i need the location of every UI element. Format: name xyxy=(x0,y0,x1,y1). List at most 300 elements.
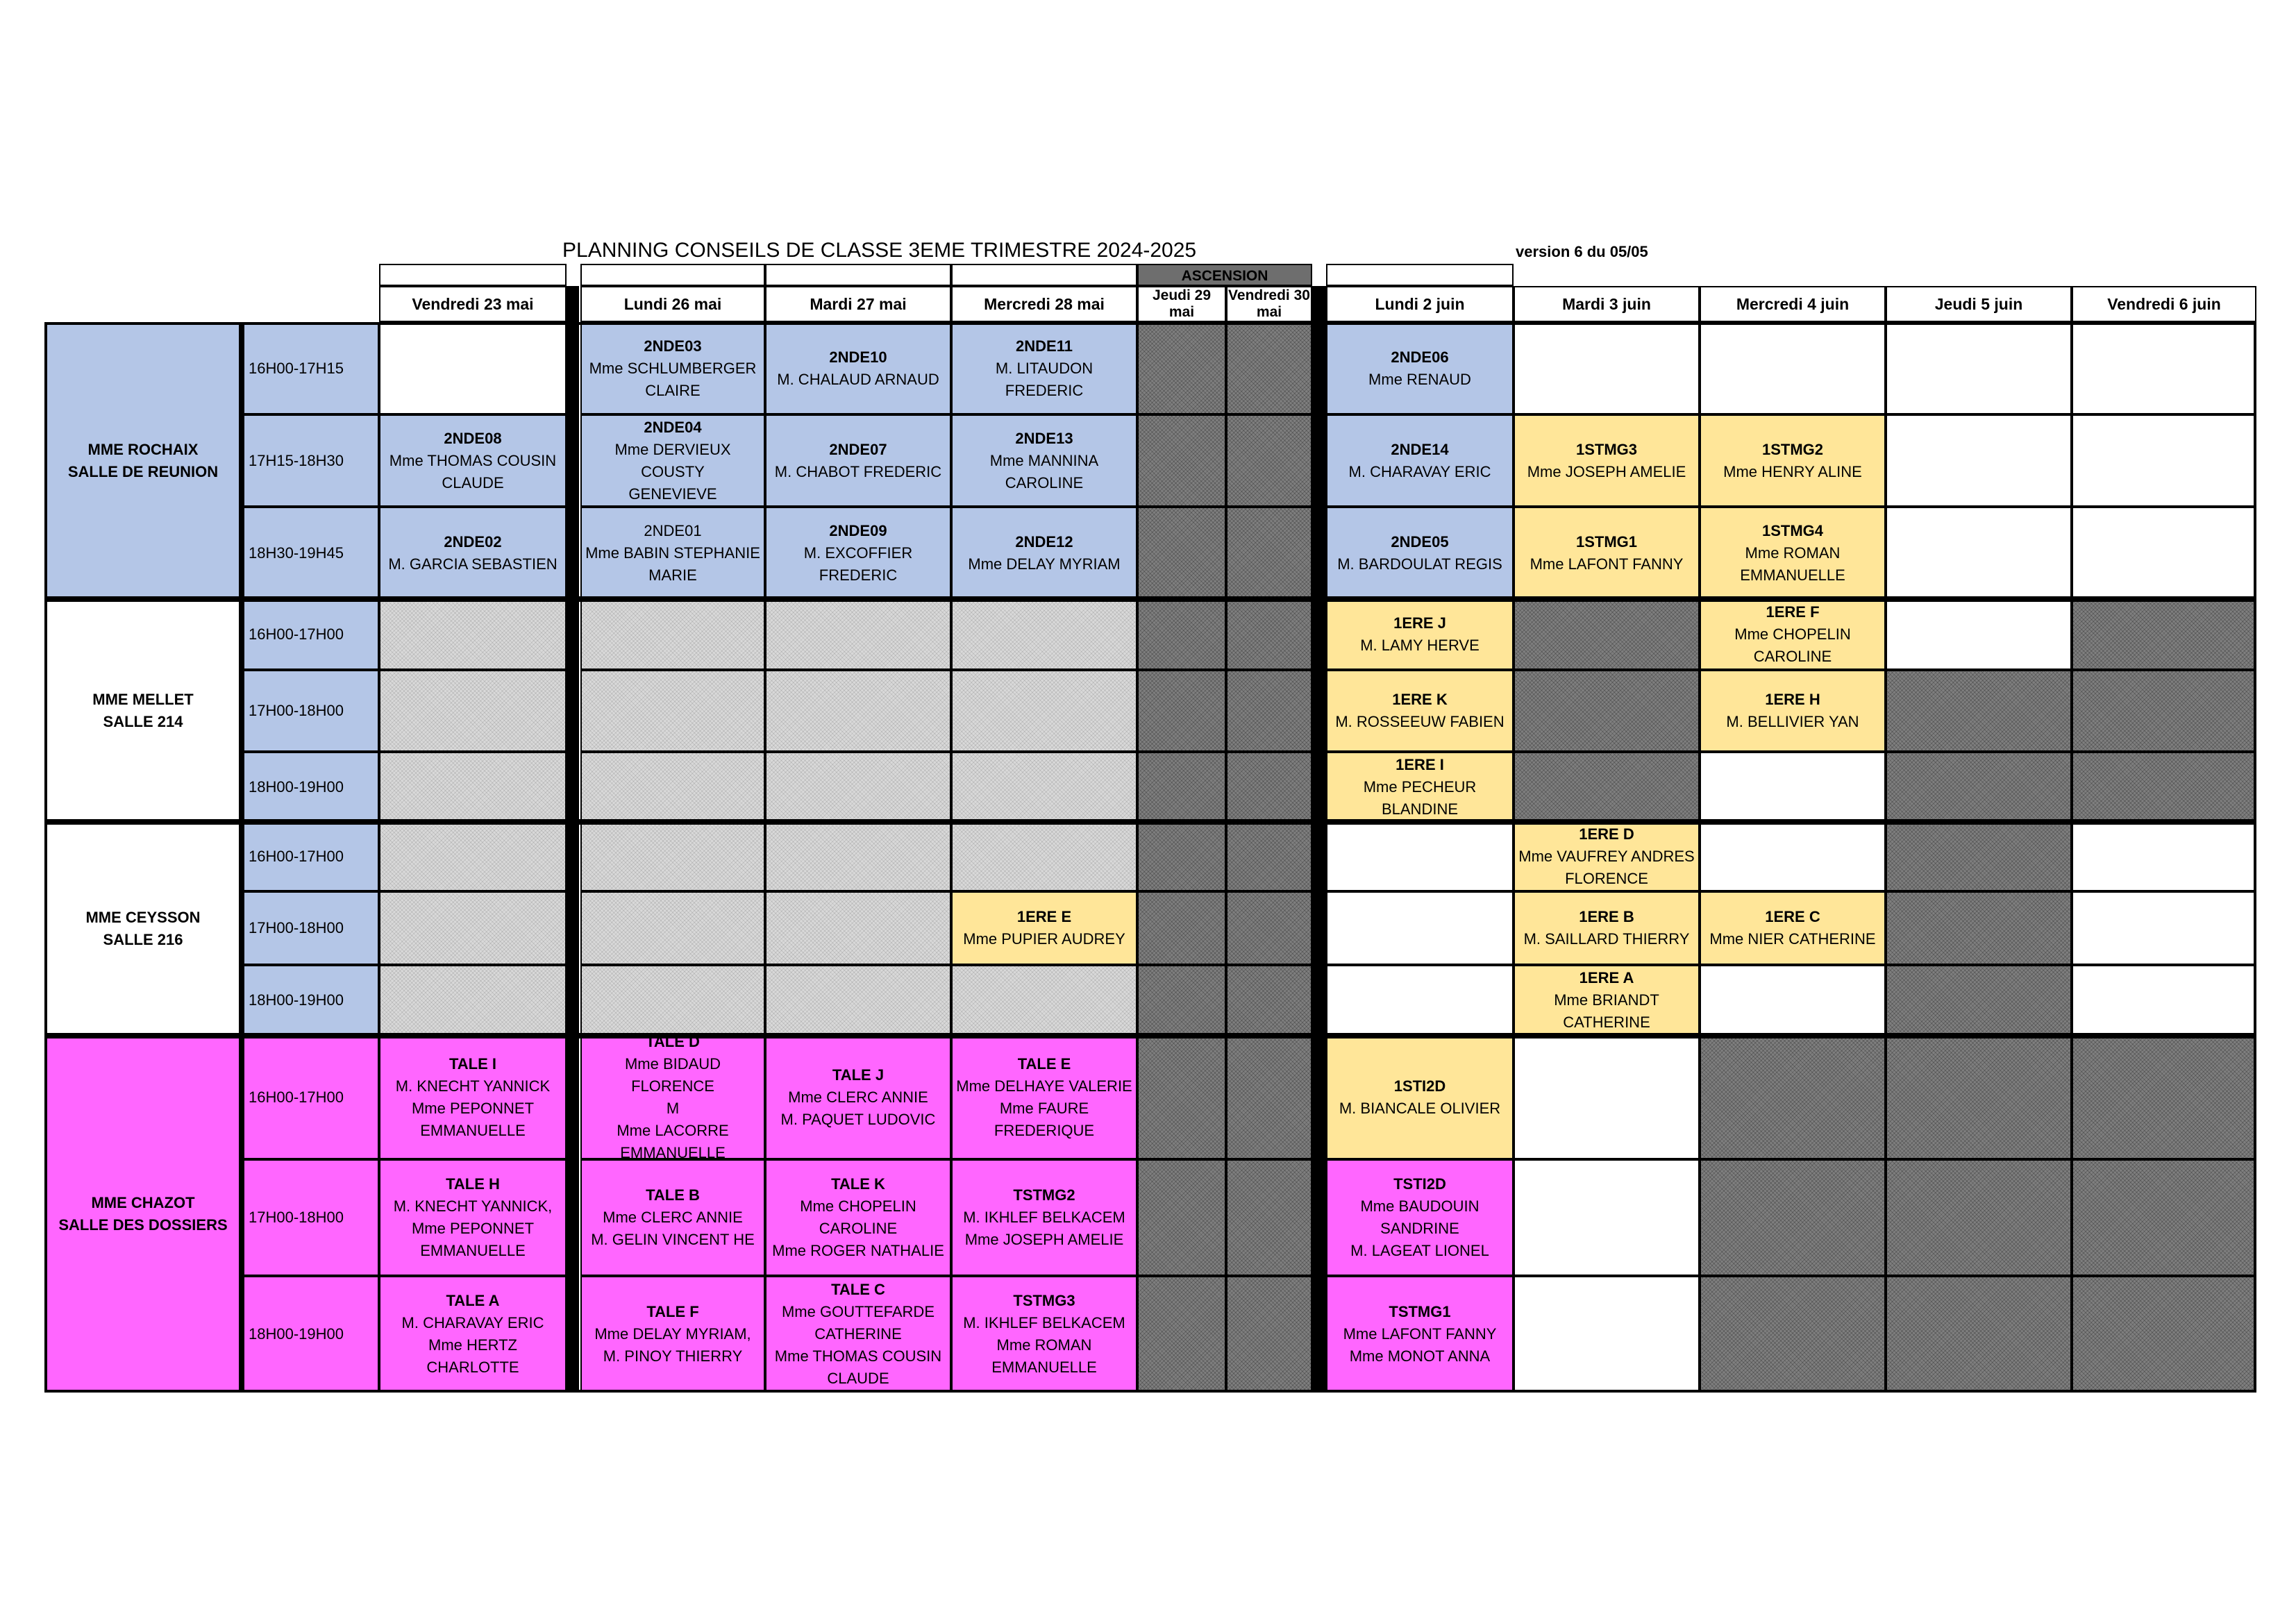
class-name: 2NDE03 xyxy=(644,337,702,355)
class-name: TALE H xyxy=(446,1175,500,1193)
teacher-name: M. SAILLARD THIERRY xyxy=(1523,930,1690,948)
class-name: 2NDE07 xyxy=(829,440,887,458)
class-council-cell xyxy=(1514,965,1700,1036)
teacher-name: CLAUDE xyxy=(827,1370,889,1387)
class-name: 2NDE10 xyxy=(829,348,887,366)
day-label: Mercredi 4 juin xyxy=(1736,295,1850,313)
class-council-cell xyxy=(1514,507,1700,599)
teacher-name: M. BELLIVIER YAN xyxy=(1726,713,1859,730)
unavailable-cell xyxy=(951,965,1137,1036)
time-slot-label: 17H00-18H00 xyxy=(249,919,344,936)
class-council-cell xyxy=(580,414,765,507)
day-label: Jeudi 29 mai xyxy=(1152,287,1212,320)
unavailable-cell xyxy=(1137,822,1226,891)
teacher-name: M. CHARAVAY ERIC xyxy=(401,1314,544,1331)
teacher-name: Mme VAUFREY ANDRES xyxy=(1518,848,1695,865)
day-header xyxy=(1886,286,2072,322)
class-name: 1STMG3 xyxy=(1575,440,1638,458)
teacher-name: Mme CHOPELIN xyxy=(800,1197,916,1215)
class-council-cell xyxy=(765,1159,951,1276)
day-label: Vendredi 6 juin xyxy=(2107,295,2221,313)
teacher-name: FLORENCE xyxy=(1565,870,1648,887)
room-label xyxy=(44,322,242,599)
unavailable-cell xyxy=(1514,752,1700,822)
teacher-name: Mme THOMAS COUSIN xyxy=(389,451,557,469)
teacher-name: Mme FAURE xyxy=(999,1100,1089,1117)
teacher-name: CLAIRE xyxy=(645,381,701,399)
unavailable-cell xyxy=(580,670,765,752)
ascension-label: ASCENSION xyxy=(1181,268,1268,284)
class-council-cell xyxy=(1700,507,1886,599)
teacher-name: Mme PUPIER AUDREY xyxy=(963,930,1125,948)
teacher-name: M. PAQUET LUDOVIC xyxy=(780,1111,936,1128)
class-council-cell xyxy=(379,414,567,507)
header-blank-box xyxy=(379,264,567,286)
class-council-cell xyxy=(580,322,765,414)
teacher-name: M. PINOY THIERRY xyxy=(603,1347,743,1365)
class-name: 2NDE13 xyxy=(1015,429,1073,447)
time-slot xyxy=(242,965,379,1036)
empty-cell xyxy=(2072,414,2256,507)
teacher-name: CLAUDE xyxy=(442,473,504,491)
unavailable-cell xyxy=(1137,965,1226,1036)
unavailable-cell xyxy=(379,752,567,822)
teacher-name: M. KNECHT YANNICK, xyxy=(393,1197,553,1215)
unavailable-cell xyxy=(1700,1036,1886,1159)
empty-cell xyxy=(1700,822,1886,891)
class-name: 1ERE H xyxy=(1765,691,1820,708)
teacher-name: M. GELIN VINCENT HE xyxy=(591,1231,755,1248)
teacher-name: FREDERIQUE xyxy=(994,1122,1095,1139)
empty-cell xyxy=(1700,322,1886,414)
day-header xyxy=(1137,286,1226,322)
unavailable-cell xyxy=(379,822,567,891)
unavailable-cell xyxy=(1886,1276,2072,1393)
unavailable-cell xyxy=(580,965,765,1036)
teacher-name: BLANDINE xyxy=(1381,800,1459,818)
time-slot xyxy=(242,507,379,599)
day-header xyxy=(1700,286,1886,322)
unavailable-cell xyxy=(1226,322,1312,414)
unavailable-cell xyxy=(1886,670,2072,752)
room-line: SALLE 214 xyxy=(103,712,183,730)
empty-cell xyxy=(2072,322,2256,414)
day-header xyxy=(1226,286,1312,322)
teacher-name: Mme BAUDOUIN xyxy=(1360,1197,1480,1215)
header-blank-box xyxy=(580,264,765,286)
class-name: 1ERE B xyxy=(1579,908,1634,925)
unavailable-cell xyxy=(1137,507,1226,599)
teacher-name: M. BIANCALE OLIVIER xyxy=(1339,1100,1501,1117)
teacher-name: M. LAGEAT LIONEL xyxy=(1350,1242,1489,1259)
time-slot-label: 17H15-18H30 xyxy=(249,451,344,469)
time-slot-label: 18H00-19H00 xyxy=(249,777,344,796)
unavailable-cell xyxy=(1700,1276,1886,1393)
unavailable-cell xyxy=(1137,1036,1226,1159)
ascension-banner xyxy=(1137,264,1312,286)
class-council-cell xyxy=(379,507,567,599)
unavailable-cell xyxy=(1886,752,2072,822)
time-slot-label: 18H00-19H00 xyxy=(249,1325,344,1343)
class-council-cell xyxy=(765,414,951,507)
room-line: MME MELLET xyxy=(92,690,194,708)
class-name: TSTMG2 xyxy=(1013,1186,1075,1204)
class-name: 1ERE F xyxy=(1766,603,1820,621)
class-name: 1STMG4 xyxy=(1761,521,1824,539)
class-name: 1STMG2 xyxy=(1761,440,1824,458)
time-slot xyxy=(242,599,379,670)
week-separator xyxy=(1312,286,1326,1393)
class-name: TSTMG3 xyxy=(1013,1292,1075,1309)
unavailable-cell xyxy=(580,891,765,965)
class-name: TALE D xyxy=(646,1036,700,1050)
unavailable-cell xyxy=(1137,414,1226,507)
page-title: PLANNING CONSEILS DE CLASSE 3EME TRIMESTRE 2024-2025 xyxy=(562,239,1197,262)
unavailable-cell xyxy=(2072,1159,2256,1276)
class-council-cell xyxy=(580,1276,765,1393)
time-slot xyxy=(242,752,379,822)
teacher-name: Mme RENAUD xyxy=(1368,370,1471,388)
class-council-cell xyxy=(1326,507,1514,599)
teacher-name: Mme CHOPELIN xyxy=(1734,625,1851,643)
teacher-name: Mme CLERC ANNIE xyxy=(788,1088,928,1106)
teacher-name: Mme NIER CATHERINE xyxy=(1709,930,1876,948)
unavailable-cell xyxy=(1137,1276,1226,1393)
class-council-cell xyxy=(1514,891,1700,965)
room-line: SALLE DE REUNION xyxy=(67,462,219,480)
unavailable-cell xyxy=(580,822,765,891)
empty-cell xyxy=(2072,965,2256,1036)
teacher-name: M. CHARAVAY ERIC xyxy=(1348,462,1491,480)
teacher-name: M. IKHLEF BELKACEM xyxy=(963,1209,1125,1226)
time-slot-label: 18H00-19H00 xyxy=(249,991,344,1009)
teacher-name: Mme MONOT ANNA xyxy=(1349,1347,1491,1365)
unavailable-cell xyxy=(1514,599,1700,670)
class-name: 1ERE K xyxy=(1392,691,1448,708)
unavailable-cell xyxy=(580,599,765,670)
empty-cell xyxy=(1886,599,2072,670)
class-name: 2NDE12 xyxy=(1015,532,1073,550)
class-council-cell xyxy=(580,507,765,599)
empty-cell xyxy=(1700,752,1886,822)
teacher-name: M. LAMY HERVE xyxy=(1360,637,1480,654)
teacher-name: M. EXCOFFIER FREDERIC xyxy=(803,544,913,584)
day-header xyxy=(379,286,567,322)
unavailable-cell xyxy=(1137,599,1226,670)
teacher-name: Mme LACORRE xyxy=(617,1122,729,1139)
unavailable-cell xyxy=(1226,507,1312,599)
teacher-name: Mme BABIN STEPHANIE xyxy=(585,544,760,562)
teacher-name: Mme PEPONNET xyxy=(411,1220,535,1237)
class-council-cell xyxy=(580,1159,765,1276)
teacher-name: EMMANUELLE xyxy=(991,1359,1097,1376)
unavailable-cell xyxy=(379,670,567,752)
teacher-name: M. BARDOULAT REGIS xyxy=(1337,555,1502,573)
empty-cell xyxy=(2072,822,2256,891)
day-header xyxy=(951,286,1137,322)
teacher-name: M. IKHLEF BELKACEM xyxy=(963,1314,1125,1331)
day-header xyxy=(1514,286,1700,322)
empty-cell xyxy=(1326,891,1514,965)
unavailable-cell xyxy=(1886,822,2072,891)
empty-cell xyxy=(1700,965,1886,1036)
class-council-cell xyxy=(1326,1276,1514,1393)
unavailable-cell xyxy=(1226,670,1312,752)
day-header xyxy=(580,286,765,322)
class-name: 2NDE09 xyxy=(829,521,887,539)
teacher-name: Mme BRIANDT xyxy=(1554,991,1659,1009)
time-slot-label: 16H00-17H00 xyxy=(249,1088,344,1106)
class-name: 1ERE A xyxy=(1579,969,1634,986)
class-name: TALE E xyxy=(1017,1055,1071,1073)
unavailable-cell xyxy=(379,891,567,965)
teacher-name: EMMANUELLE xyxy=(420,1122,526,1139)
class-council-cell xyxy=(1326,1036,1514,1159)
teacher-name: Mme DELAY MYRIAM, xyxy=(594,1325,751,1343)
time-slot-label: 17H00-18H00 xyxy=(249,702,344,719)
unavailable-cell xyxy=(1137,752,1226,822)
class-name: 1ERE J xyxy=(1393,614,1446,632)
unavailable-cell xyxy=(1137,322,1226,414)
empty-cell xyxy=(1326,965,1514,1036)
class-name: TALE J xyxy=(832,1066,885,1084)
time-slot xyxy=(242,1276,379,1393)
class-name: 1ERE C xyxy=(1765,908,1820,925)
teacher-name: M. GARCIA SEBASTIEN xyxy=(388,555,558,573)
unavailable-cell xyxy=(951,670,1137,752)
room-line: MME ROCHAIX xyxy=(87,440,199,458)
week-separator xyxy=(565,286,579,1393)
class-council-cell xyxy=(765,1276,951,1393)
unavailable-cell xyxy=(379,599,567,670)
class-name: 2NDE04 xyxy=(644,418,702,436)
class-council-cell xyxy=(1326,414,1514,507)
class-name: 1ERE I xyxy=(1396,755,1444,773)
unavailable-cell xyxy=(1226,752,1312,822)
class-name: TALE C xyxy=(831,1281,885,1298)
empty-cell xyxy=(1886,414,2072,507)
unavailable-cell xyxy=(951,752,1137,822)
unavailable-cell xyxy=(765,670,951,752)
unavailable-cell xyxy=(765,891,951,965)
class-council-cell xyxy=(1700,414,1886,507)
class-name: 2NDE08 xyxy=(444,429,502,447)
teacher-name: Mme GOUTTEFARDE xyxy=(781,1303,935,1320)
empty-cell xyxy=(1886,507,2072,599)
class-council-cell xyxy=(951,507,1137,599)
unavailable-cell xyxy=(2072,670,2256,752)
class-name: TALE B xyxy=(646,1186,700,1204)
teacher-name: M. CHABOT FREDERIC xyxy=(774,462,942,480)
teacher-name: Mme PEPONNET xyxy=(411,1100,535,1117)
day-header xyxy=(765,286,951,322)
class-council-cell xyxy=(1326,752,1514,822)
class-council-cell xyxy=(765,1036,951,1159)
version-label: version 6 du 05/05 xyxy=(1516,243,1648,260)
teacher-name: SANDRINE xyxy=(1380,1220,1459,1237)
unavailable-cell xyxy=(765,965,951,1036)
teacher-name: Mme HENRY ALINE xyxy=(1723,462,1862,480)
day-label: Lundi 26 mai xyxy=(623,295,722,313)
unavailable-cell xyxy=(379,965,567,1036)
teacher-name: Mme ROGER NATHALIE xyxy=(772,1242,944,1259)
time-slot-label: 18H30-19H45 xyxy=(249,544,344,562)
room-line: MME CHAZOT xyxy=(91,1194,195,1211)
day-header xyxy=(1326,286,1514,322)
class-council-cell xyxy=(951,1276,1137,1393)
teacher-name: Mme HERTZ CHARLOTTE xyxy=(426,1336,519,1376)
class-name: TALE A xyxy=(446,1292,500,1309)
teacher-name: M. LITAUDON FREDERIC xyxy=(995,359,1093,399)
class-name: 1ERE E xyxy=(1016,908,1072,925)
class-name: 2NDE11 xyxy=(1016,337,1073,355)
class-council-cell xyxy=(1700,891,1886,965)
teacher-name: Mme PECHEUR xyxy=(1363,777,1477,796)
class-name: TALE F xyxy=(646,1303,699,1320)
class-council-cell xyxy=(1700,670,1886,752)
teacher-name: Mme BIDAUD FLORENCE xyxy=(624,1055,721,1095)
empty-cell xyxy=(1514,1036,1700,1159)
unavailable-cell xyxy=(2072,752,2256,822)
room-line: SALLE DES DOSSIERS xyxy=(58,1216,228,1234)
day-label: Vendredi 30 mai xyxy=(1228,287,1310,320)
teacher-name: MARIE xyxy=(648,566,697,584)
unavailable-cell xyxy=(1514,670,1700,752)
class-council-cell xyxy=(580,1036,765,1159)
time-slot xyxy=(242,891,379,965)
empty-cell xyxy=(1514,322,1700,414)
teacher-name: CATHERINE xyxy=(1563,1014,1650,1031)
empty-cell xyxy=(379,322,567,414)
teacher-name: Mme DERVIEUX COUSTY xyxy=(614,440,731,480)
class-council-cell xyxy=(379,1036,567,1159)
empty-cell xyxy=(1514,1276,1700,1393)
unavailable-cell xyxy=(2072,599,2256,670)
class-council-cell xyxy=(951,891,1137,965)
unavailable-cell xyxy=(2072,1036,2256,1159)
unavailable-cell xyxy=(951,822,1137,891)
teacher-name: Mme JOSEPH AMELIE xyxy=(964,1231,1124,1248)
unavailable-cell xyxy=(1886,965,2072,1036)
teacher-name: Mme MANNINA xyxy=(989,451,1099,469)
unavailable-cell xyxy=(1137,1159,1226,1276)
class-name: 2NDE02 xyxy=(444,532,502,550)
teacher-name: Mme SCHLUMBERGER xyxy=(589,359,757,377)
unavailable-cell xyxy=(951,599,1137,670)
class-name: TALE I xyxy=(449,1055,497,1073)
day-header xyxy=(2072,286,2256,322)
teacher-name: Mme LAFONT FANNY xyxy=(1530,555,1684,573)
class-council-cell xyxy=(951,414,1137,507)
teacher-name: Mme DELHAYE VALERIE xyxy=(956,1077,1132,1095)
unavailable-cell xyxy=(580,752,765,822)
class-council-cell xyxy=(951,322,1137,414)
empty-cell xyxy=(2072,507,2256,599)
room-label xyxy=(44,822,242,1036)
class-council-cell xyxy=(1514,822,1700,891)
unavailable-cell xyxy=(765,752,951,822)
class-council-cell xyxy=(379,1276,567,1393)
time-slot xyxy=(242,322,379,414)
class-name: TSTI2D xyxy=(1393,1175,1446,1193)
class-council-cell xyxy=(765,507,951,599)
teacher-name: Mme LAFONT FANNY xyxy=(1343,1325,1497,1343)
class-name: 1STI2D xyxy=(1393,1077,1446,1095)
time-slot xyxy=(242,1036,379,1159)
teacher-name: Mme DELAY MYRIAM xyxy=(968,555,1121,573)
unavailable-cell xyxy=(1226,599,1312,670)
header-blank-box xyxy=(951,264,1137,286)
time-slot-label: 16H00-17H00 xyxy=(249,625,344,643)
empty-cell xyxy=(1514,1159,1700,1276)
day-label: Mercredi 28 mai xyxy=(984,295,1105,313)
unavailable-cell xyxy=(1137,670,1226,752)
unavailable-cell xyxy=(1226,1276,1312,1393)
class-name: 1STMG1 xyxy=(1575,532,1638,550)
unavailable-cell xyxy=(1137,891,1226,965)
teacher-name: M. CHALAUD ARNAUD xyxy=(777,370,939,388)
time-slot xyxy=(242,1159,379,1276)
time-slot xyxy=(242,670,379,752)
teacher-name: GENEVIEVE xyxy=(628,485,717,503)
unavailable-cell xyxy=(765,599,951,670)
unavailable-cell xyxy=(1226,965,1312,1036)
time-slot-label: 16H00-17H15 xyxy=(249,359,344,377)
teacher-name: CAROLINE xyxy=(819,1220,898,1237)
day-label: Jeudi 5 juin xyxy=(1934,295,2023,313)
class-council-cell xyxy=(1700,599,1886,670)
teacher-name: CATHERINE xyxy=(814,1325,902,1343)
time-slot xyxy=(242,414,379,507)
class-name: 1ERE D xyxy=(1579,825,1634,843)
class-name: TALE K xyxy=(831,1175,885,1193)
room-line: SALLE 216 xyxy=(103,931,183,948)
class-council-cell xyxy=(1326,322,1514,414)
unavailable-cell xyxy=(1700,1159,1886,1276)
day-label: Vendredi 23 mai xyxy=(412,295,534,313)
teacher-name: EMMANUELLE xyxy=(1740,566,1845,584)
time-slot xyxy=(242,822,379,891)
class-name: 2NDE06 xyxy=(1391,348,1449,366)
day-label: Mardi 27 mai xyxy=(810,295,907,313)
class-name: 2NDE14 xyxy=(1391,440,1449,458)
day-label: Lundi 2 juin xyxy=(1375,295,1465,313)
teacher-name: EMMANUELLE xyxy=(620,1144,726,1159)
unavailable-cell xyxy=(765,822,951,891)
unavailable-cell xyxy=(1886,891,2072,965)
class-council-cell xyxy=(1326,670,1514,752)
class-council-cell xyxy=(379,1159,567,1276)
header-blank-box xyxy=(1326,264,1514,286)
teacher-name: Mme CLERC ANNIE xyxy=(603,1209,743,1226)
class-council-cell xyxy=(765,322,951,414)
teacher-name: Mme ROMAN xyxy=(1745,544,1841,562)
class-name: 2NDE05 xyxy=(1391,532,1449,550)
class-name: 2NDE01 xyxy=(644,521,702,539)
teacher-name: M. ROSSEEUW FABIEN xyxy=(1335,713,1505,730)
unavailable-cell xyxy=(1226,1159,1312,1276)
time-slot-label: 16H00-17H00 xyxy=(249,848,344,865)
room-line: MME CEYSSON xyxy=(85,909,201,926)
unavailable-cell xyxy=(1226,822,1312,891)
class-council-cell xyxy=(951,1159,1137,1276)
teacher-name: Mme THOMAS COUSIN xyxy=(774,1347,942,1365)
unavailable-cell xyxy=(1886,1036,2072,1159)
class-council-cell xyxy=(1326,1159,1514,1276)
teacher-name: Mme JOSEPH AMELIE xyxy=(1527,462,1686,480)
day-label: Mardi 3 juin xyxy=(1562,295,1651,313)
teacher-name: Mme ROMAN xyxy=(996,1336,1092,1354)
